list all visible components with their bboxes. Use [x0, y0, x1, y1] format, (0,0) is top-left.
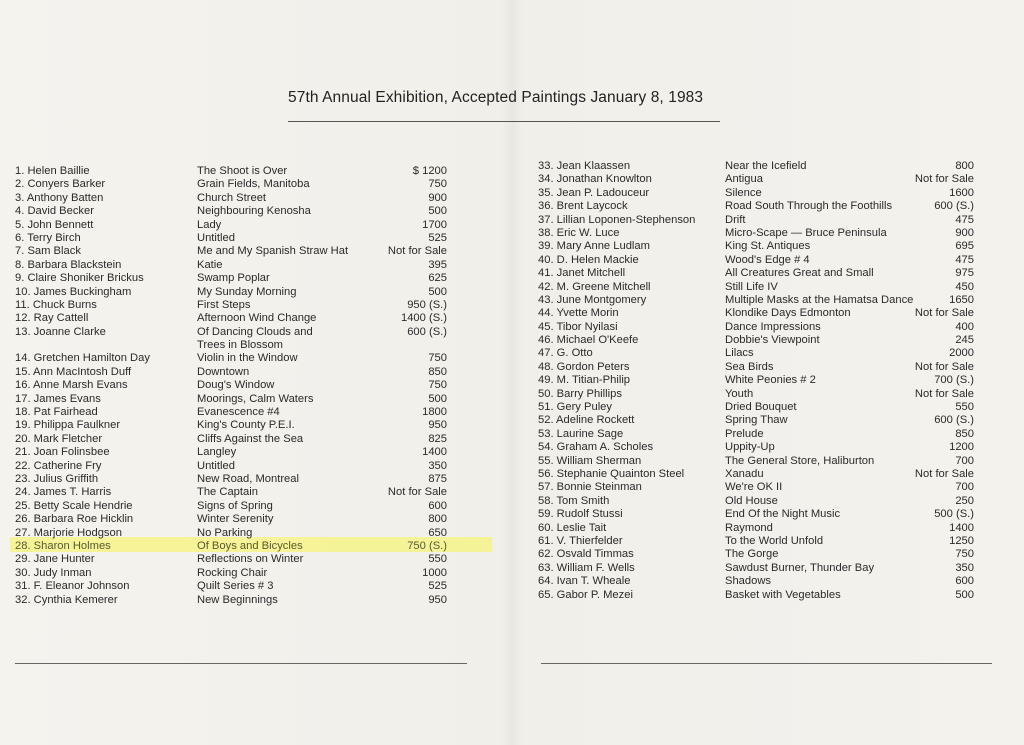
list-item [538, 321, 974, 334]
entry-price: 395 [428, 258, 447, 271]
list-item [15, 352, 447, 365]
entry-title: The Gorge [725, 548, 779, 561]
entry-title: Cliffs Against the Sea [197, 432, 304, 445]
entry-price: 600 [955, 575, 974, 588]
entry-title: Of Boys and Bicycles [197, 539, 303, 552]
entry-name: 60. Leslie Tait [538, 521, 607, 534]
entry-title: My Sunday Morning [197, 285, 297, 298]
entry-price: 1600 [949, 186, 974, 199]
page-title: 57th Annual Exhibition, Accepted Paintings January 8, 1983 [288, 89, 704, 106]
list-item [15, 500, 447, 513]
entry-title: Church Street [197, 191, 267, 204]
title-rule [288, 121, 720, 122]
entry-name: 62. Osvald Timmas [538, 548, 634, 561]
list-item [538, 187, 974, 200]
entry-name: 48. Gordon Peters [538, 360, 630, 373]
entry-title: Micro-Scape — Bruce Peninsula [725, 226, 887, 239]
entry-name: 40. D. Helen Mackie [538, 253, 639, 266]
list-item [538, 267, 974, 280]
list-item [15, 580, 447, 593]
list-item [538, 535, 974, 548]
entry-name: 33. Jean Klaassen [538, 160, 631, 172]
bottom-rule-left [15, 663, 467, 664]
entry-name: 41. Janet Mitchell [538, 267, 626, 280]
list-item [538, 575, 974, 588]
list-item [15, 419, 447, 432]
entry-name: 5. John Bennett [15, 218, 94, 231]
entry-title: Antigua [725, 173, 763, 186]
entry-price: 400 [955, 320, 974, 333]
list-item [538, 589, 974, 602]
entry-title: Swamp Poplar [197, 272, 270, 285]
entry-title: White Peonies # 2 [725, 374, 816, 387]
entry-name: 1. Helen Baillie [15, 165, 90, 177]
entry-title: All Creatures Great and Small [725, 267, 874, 280]
entry-title: Dobbie's Viewpoint [725, 334, 820, 347]
entry-name: 47. G. Otto [538, 347, 593, 360]
entry-price: Not for Sale [387, 245, 447, 258]
list-item [15, 272, 447, 285]
entry-title: Dance Impressions [725, 320, 821, 333]
list-item [538, 374, 974, 387]
entry-name: 2. Conyers Barker [15, 178, 106, 191]
entry-name: 12. Ray Cattell [15, 312, 89, 325]
entry-name: 44. Yvette Morin [538, 307, 619, 320]
entry-price: 500 (S.) [934, 508, 974, 521]
entry-name: 38. Eric W. Luce [538, 226, 620, 239]
list-item [538, 361, 974, 374]
list-item [538, 200, 974, 213]
entry-title: Evanescence #4 [197, 406, 280, 419]
entry-price: 850 [955, 427, 974, 440]
entry-name: 27. Marjorie Hodgson [15, 526, 122, 539]
entry-name: 29. Jane Hunter [15, 553, 95, 566]
entry-price: 800 [955, 160, 974, 172]
entry-title: Moorings, Calm Waters [197, 392, 314, 405]
entry-price: 525 [428, 580, 447, 593]
entry-name: 16. Anne Marsh Evans [15, 379, 128, 392]
list-item [15, 245, 447, 258]
entry-name: 23. Julius Griffith [15, 472, 99, 485]
entry-title: Wood's Edge # 4 [725, 253, 810, 266]
entry-price: 1400 [422, 446, 447, 459]
list-item [15, 326, 447, 339]
list-item [15, 312, 447, 325]
entry-title: Dried Bouquet [725, 401, 797, 414]
entry-price: 950 [428, 593, 447, 606]
list-item [538, 240, 974, 253]
list-item [538, 294, 974, 307]
entry-price: 475 [955, 253, 974, 266]
entry-title: Sea Birds [725, 360, 774, 373]
entry-price: 350 [955, 561, 974, 574]
entry-name: 55. William Sherman [538, 454, 642, 467]
list-item [538, 388, 974, 401]
entry-title: Xanadu [725, 467, 764, 480]
list-item [538, 548, 974, 561]
entry-price: 975 [955, 267, 974, 280]
entry-name: 21. Joan Folinsbee [15, 446, 110, 459]
entry-price: 350 [428, 459, 447, 472]
entry-price: Not for Sale [914, 387, 974, 400]
list-item [15, 460, 447, 473]
entry-name: 39. Mary Anne Ludlam [538, 240, 650, 253]
list-item [15, 393, 447, 406]
list-item [15, 219, 447, 232]
entry-title: Multiple Masks at the Hamatsa Dance [725, 293, 914, 306]
list-item [15, 433, 447, 446]
entry-name: 10. James Buckingham [15, 285, 132, 298]
entry-title: Shadows [725, 575, 772, 588]
list-item [15, 339, 447, 352]
list-item [538, 562, 974, 575]
list-item [538, 307, 974, 320]
list-item [538, 160, 974, 173]
list-item [538, 481, 974, 494]
entry-title: New Beginnings [197, 593, 278, 606]
entry-title: Sawdust Burner, Thunder Bay [725, 561, 875, 574]
entry-title: King St. Antiques [725, 240, 811, 253]
entry-price: 825 [428, 432, 447, 445]
entry-title: Downtown [197, 365, 250, 378]
entry-name: 64. Ivan T. Wheale [538, 575, 631, 588]
list-item [15, 192, 447, 205]
entry-price: 450 [955, 280, 974, 293]
entry-price: 475 [955, 213, 974, 226]
entry-name: 8. Barbara Blackstein [15, 258, 122, 271]
entry-name: 9. Claire Shoniker Brickus [15, 272, 144, 285]
entry-name: 25. Betty Scale Hendrie [15, 499, 133, 512]
entry-name: 18. Pat Fairhead [15, 406, 98, 419]
entry-title: Drift [725, 213, 746, 226]
entry-price: Not for Sale [914, 307, 974, 320]
entry-name: 19. Philippa Faulkner [15, 419, 121, 432]
entry-price: 550 [428, 553, 447, 566]
entry-title: Untitled [197, 231, 235, 244]
entry-title: The Captain [197, 486, 258, 499]
entry-price: 600 (S.) [407, 325, 447, 338]
entry-name: 43. June Montgomery [538, 293, 647, 306]
entry-price: 800 [428, 513, 447, 526]
entry-name: 32. Cynthia Kemerer [15, 593, 118, 606]
entry-price: 2000 [949, 347, 974, 360]
list-item [538, 173, 974, 186]
entry-title: Trees in Blossom [197, 339, 284, 352]
entry-name: 6. Terry Birch [15, 231, 81, 244]
entry-price: 875 [428, 472, 447, 485]
list-item [538, 401, 974, 414]
entry-name: 31. F. Eleanor Johnson [15, 580, 130, 593]
list-item [538, 455, 974, 468]
entry-price: 950 [428, 419, 447, 432]
bottom-rule-right [541, 663, 992, 664]
entry-title: Basket with Vegetables [725, 588, 841, 601]
entry-price: 1000 [422, 566, 447, 579]
list-item [538, 281, 974, 294]
list-item [538, 414, 974, 427]
entry-price: 245 [955, 334, 974, 347]
list-item [15, 259, 447, 272]
entry-price: 600 (S.) [934, 200, 974, 213]
entry-name: 50. Barry Phillips [538, 387, 622, 400]
list-item [15, 527, 447, 540]
entry-name: 57. Bonnie Steinman [538, 481, 642, 494]
entry-price: 525 [428, 231, 447, 244]
entry-price: 1800 [422, 406, 447, 419]
list-item [538, 347, 974, 360]
entry-name: 26. Barbara Roe Hicklin [15, 513, 134, 526]
entry-price: 700 [955, 454, 974, 467]
entry-name: 15. Ann MacIntosh Duff [15, 365, 132, 378]
entry-price: 695 [955, 240, 974, 253]
entry-title: Reflections on Winter [197, 553, 304, 566]
entry-name: 11. Chuck Burns [15, 298, 97, 311]
entry-name: 14. Gretchen Hamilton Day [15, 352, 150, 365]
entry-title: Me and My Spanish Straw Hat [197, 245, 349, 258]
entry-name: 58. Tom Smith [538, 494, 610, 507]
entry-title: New Road, Montreal [197, 472, 299, 485]
list-item [15, 299, 447, 312]
entry-price: 500 [428, 205, 447, 218]
entry-title: No Parking [197, 526, 253, 539]
entry-title: To the World Unfold [725, 534, 824, 547]
entry-title: Quilt Series # 3 [197, 580, 274, 593]
right-column [538, 160, 974, 602]
list-item [538, 334, 974, 347]
entry-price: 625 [428, 272, 447, 285]
entry-price: 650 [428, 526, 447, 539]
entry-price: Not for Sale [387, 486, 447, 499]
entry-title: The General Store, Haliburton [725, 454, 875, 467]
entry-title: The Shoot is Over [197, 165, 288, 177]
list-item [538, 508, 974, 521]
entry-price: 950 (S.) [407, 298, 447, 311]
entry-price: 500 [428, 392, 447, 405]
entry-price: 500 [428, 285, 447, 298]
list-item [15, 553, 447, 566]
entry-name: 24. James T. Harris [15, 486, 112, 499]
list-item [15, 205, 447, 218]
entry-name: 49. M. Titian-Philip [538, 374, 631, 387]
list-item [15, 540, 447, 553]
entry-title: Untitled [197, 459, 235, 472]
entry-name: 65. Gabor P. Mezei [538, 588, 633, 601]
entry-name: 46. Michael O'Keefe [538, 334, 639, 347]
entry-name: 20. Mark Fletcher [15, 432, 103, 445]
entry-price: 500 [955, 588, 974, 601]
list-item [15, 406, 447, 419]
entry-title: Grain Fields, Manitoba [197, 178, 310, 191]
list-item [538, 254, 974, 267]
entry-name: 42. M. Greene Mitchell [538, 280, 651, 293]
list-item [15, 286, 447, 299]
list-item [15, 165, 447, 178]
list-item [15, 594, 447, 607]
list-item [538, 227, 974, 240]
entry-price: 600 [428, 499, 447, 512]
entry-price: 1250 [949, 534, 974, 547]
list-item [538, 214, 974, 227]
list-item [538, 495, 974, 508]
entry-name: 56. Stephanie Quainton Steel [538, 467, 685, 480]
entry-title: Klondike Days Edmonton [725, 307, 851, 320]
entry-price: 750 [428, 352, 447, 365]
entry-price: 750 [428, 178, 447, 191]
entry-name: 17. James Evans [15, 392, 101, 405]
list-item [538, 468, 974, 481]
entry-title: Spring Thaw [725, 414, 788, 427]
list-item [15, 366, 447, 379]
entry-title: Rocking Chair [197, 566, 268, 579]
entry-name: 34. Jonathan Knowlton [538, 173, 652, 186]
left-column [15, 165, 447, 607]
entry-title: Uppity-Up [725, 441, 775, 454]
entry-name: 54. Graham A. Scholes [538, 441, 654, 454]
entry-price: 900 [428, 191, 447, 204]
list-item [15, 473, 447, 486]
entry-price: $ 1200 [412, 165, 447, 177]
entry-name: 61. V. Thierfelder [538, 534, 623, 547]
entry-name: 13. Joanne Clarke [15, 325, 106, 338]
entry-name: 7. Sam Black [15, 245, 81, 258]
entry-name: 37. Lillian Loponen-Stephenson [538, 213, 696, 226]
entry-title: End Of the Night Music [725, 508, 841, 521]
entry-price: 1200 [949, 441, 974, 454]
entry-title: Old House [725, 494, 778, 507]
entry-title: Langley [197, 446, 237, 459]
entry-price: 850 [428, 365, 447, 378]
entry-title: Winter Serenity [197, 513, 274, 526]
entry-title: Near the Icefield [725, 160, 807, 172]
entry-title: Still Life IV [725, 280, 778, 293]
entry-title: King's County P.E.I. [197, 419, 295, 432]
entry-title: Signs of Spring [197, 499, 273, 512]
entry-title: Neighbouring Kenosha [197, 205, 311, 218]
entry-name: 35. Jean P. Ladouceur [538, 186, 650, 199]
entry-title: Afternoon Wind Change [197, 312, 317, 325]
list-item [538, 428, 974, 441]
entry-title: Road South Through the Foothills [725, 200, 893, 213]
entry-price: Not for Sale [914, 173, 974, 186]
entry-name: 51. Gery Puley [538, 401, 612, 414]
entry-name: 36. Brent Laycock [538, 200, 628, 213]
list-item [538, 522, 974, 535]
list-item [15, 486, 447, 499]
list-item [15, 232, 447, 245]
entry-title: Silence [725, 186, 762, 199]
entry-price: 250 [955, 494, 974, 507]
entry-name: 4. David Becker [15, 205, 94, 218]
list-item [15, 379, 447, 392]
entry-title: Raymond [725, 521, 773, 534]
entry-price: 600 (S.) [934, 414, 974, 427]
entry-price: 750 [955, 548, 974, 561]
list-item [15, 178, 447, 191]
entry-title: Lady [197, 218, 222, 231]
entry-title: Youth [725, 387, 754, 400]
list-item [538, 441, 974, 454]
entry-name: 28. Sharon Holmes [15, 539, 111, 552]
entry-price: Not for Sale [914, 360, 974, 373]
list-item [15, 567, 447, 580]
entry-price: 900 [955, 226, 974, 239]
entry-name: 52. Adeline Rockett [538, 414, 635, 427]
entry-title: Lilacs [725, 347, 754, 360]
entry-price: Not for Sale [914, 467, 974, 480]
list-item [15, 446, 447, 459]
entry-price: 1400 [949, 521, 974, 534]
entry-title: Katie [197, 258, 223, 271]
entry-price: 700 [955, 481, 974, 494]
entry-name: 53. Laurine Sage [538, 427, 624, 440]
entry-price: 750 [428, 379, 447, 392]
entry-price: 750 (S.) [407, 539, 447, 552]
entry-name: 45. Tibor Nyilasi [538, 320, 618, 333]
entry-price: 1700 [422, 218, 447, 231]
entry-price: 550 [955, 401, 974, 414]
entry-title: Of Dancing Clouds and [197, 325, 313, 338]
entry-title: Prelude [725, 427, 764, 440]
list-item [15, 513, 447, 526]
entry-title: We're OK II [725, 481, 783, 494]
entry-name: 63. William F. Wells [538, 561, 635, 574]
entry-price: 1650 [949, 293, 974, 306]
entry-title: First Steps [197, 298, 251, 311]
entry-name: 3. Anthony Batten [15, 191, 104, 204]
entry-price: 1400 (S.) [400, 312, 447, 325]
entry-title: Violin in the Window [197, 352, 298, 365]
entry-name: 59. Rudolf Stussi [538, 508, 623, 521]
entry-name: 22. Catherine Fry [15, 459, 102, 472]
entry-title: Doug's Window [197, 379, 275, 392]
entry-price: 700 (S.) [934, 374, 974, 387]
entry-name: 30. Judy Inman [15, 566, 92, 579]
